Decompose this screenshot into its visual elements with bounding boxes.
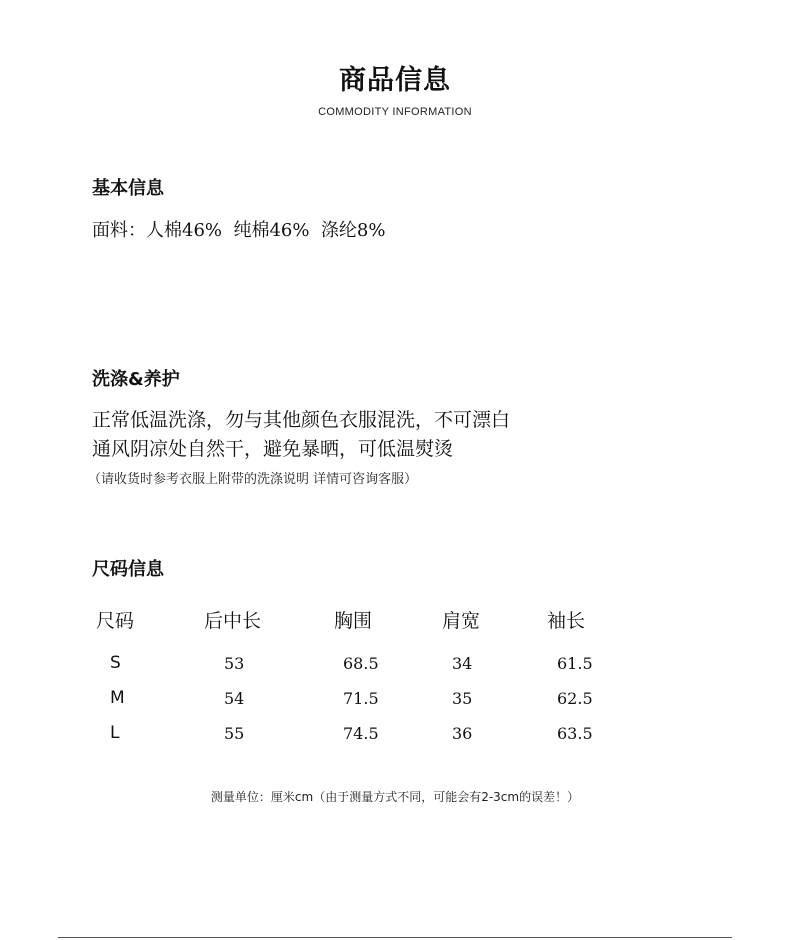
chest-cell: 68.5 (343, 654, 379, 673)
sleeve-length-cell: 62.5 (557, 689, 593, 708)
shoulder-column-header: 肩宽 (442, 610, 481, 632)
back-length-cell: 54 (224, 689, 245, 708)
basic-info-heading: 基本信息 (92, 178, 164, 199)
bottom-divider (58, 937, 732, 938)
size-cell: S (110, 653, 121, 673)
chest-column-header: 胸围 (334, 610, 373, 632)
care-heading: 洗涤&养护 (92, 369, 180, 390)
back-length-column-header: 后中长 (204, 610, 262, 632)
fabric-composition: 面料：人棉46% 纯棉46% 涤纶8% (92, 220, 386, 241)
shoulder-cell: 36 (452, 724, 473, 743)
size-info-heading: 尺码信息 (92, 559, 164, 580)
size-cell: M (110, 688, 125, 708)
care-instruction-line-1: 正常低温洗涤，勿与其他颜色衣服混洗，不可漂白 (92, 409, 511, 431)
back-length-cell: 55 (224, 724, 245, 743)
sleeve-length-cell: 63.5 (557, 724, 593, 743)
sleeve-length-cell: 61.5 (557, 654, 593, 673)
care-note: （请收货时参考衣服上附带的洗涤说明 详情可咨询客服） (88, 472, 418, 487)
page-subtitle: COMMODITY INFORMATION (318, 106, 472, 118)
size-column-header: 尺码 (96, 610, 135, 632)
measurement-unit-note: 测量单位：厘米cm（由于测量方式不同，可能会有2-3cm的误差！） (210, 790, 580, 804)
shoulder-cell: 35 (452, 689, 473, 708)
back-length-cell: 53 (224, 654, 245, 673)
size-table (0, 600, 790, 750)
care-instruction-line-2: 通风阴凉处自然干，避免暴晒，可低温熨烫 (92, 438, 454, 460)
chest-cell: 71.5 (343, 689, 379, 708)
chest-cell: 74.5 (343, 724, 379, 743)
size-cell: L (110, 723, 120, 743)
page-title: 商品信息 (339, 65, 451, 96)
sleeve-length-column-header: 袖长 (547, 610, 586, 632)
shoulder-cell: 34 (452, 654, 473, 673)
